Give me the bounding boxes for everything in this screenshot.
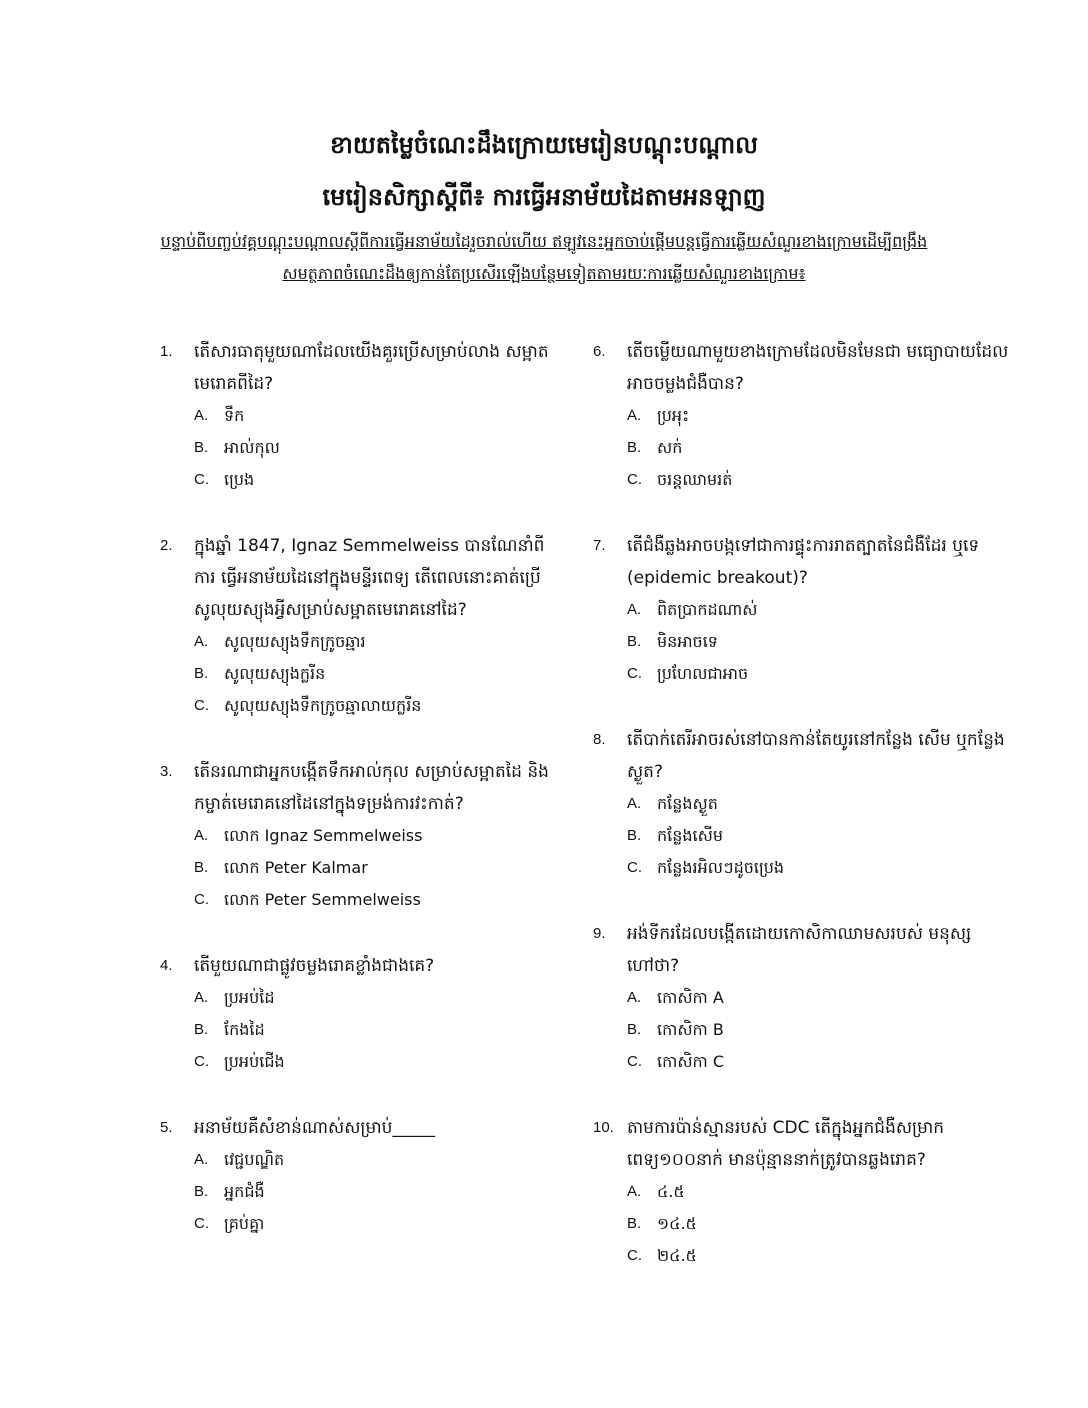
question-7: [593, 530, 1013, 690]
option-letter: A.: [627, 407, 642, 424]
option-letter: C.: [627, 859, 642, 876]
option-letter: B.: [627, 439, 642, 456]
option-letter: B.: [194, 1021, 209, 1038]
option-text: សូលុយស្យុងទឹកក្រូចឆ្មារ: [224, 632, 366, 651]
question-6: [593, 336, 1013, 496]
option-text: ២៤.៥: [657, 1246, 697, 1265]
option-text: កន្លែងសើម: [657, 826, 724, 845]
option-letter: A.: [627, 601, 642, 618]
option-text: ប្រអុះ: [657, 406, 690, 425]
question-text: តើមួយណាជាផ្លូវចម្លងរោគខ្លាំងជាងគេ?: [194, 956, 435, 976]
question-number: 4.: [160, 957, 173, 974]
answer-option-a[interactable]: [627, 400, 1013, 432]
answer-option-b[interactable]: [194, 1014, 560, 1046]
question-number: 6.: [593, 343, 606, 360]
question-text: តើចម្លើយណាមួយខាងក្រោមដែលមិនមែនជា មធ្យោបាយដែលអាចចម្លងជំងឺបាន?: [627, 342, 1009, 394]
question-text: តាមការប៉ាន់ស្មានរបស់ CDC តើក្នុងអ្នកជំងឺសម្រាក ពេទ្យ១០០នាក់ មានប៉ុន្មាននាក់ត្រូវបានឆ្លងរោគ?: [627, 1118, 945, 1170]
answer-option-c[interactable]: [194, 884, 560, 916]
answer-option-a[interactable]: [194, 982, 560, 1014]
option-letter: B.: [194, 1183, 209, 1200]
option-text: ប្រអប់ដៃ: [224, 988, 275, 1007]
answer-option-a[interactable]: [194, 626, 560, 658]
option-letter: C.: [194, 471, 209, 488]
option-text: សូលុយស្យុងក្លរីន: [224, 664, 326, 683]
answer-option-c[interactable]: [194, 1208, 560, 1240]
answer-option-a[interactable]: [627, 1176, 1013, 1208]
option-letter: C.: [627, 665, 642, 682]
option-letter: A.: [194, 1151, 209, 1168]
question-number: 9.: [593, 925, 606, 942]
answer-option-a[interactable]: [627, 788, 1013, 820]
option-text: ប្រេង: [224, 470, 255, 489]
option-text: ពិតប្រាកដណាស់: [657, 600, 758, 619]
option-letter: B.: [194, 439, 209, 456]
answer-option-c[interactable]: [194, 464, 560, 496]
question-text: តើជំងឺឆ្លងអាចបង្កទៅជាការផ្ទុះការរាតត្បាតនៃជំងឺដែរ ឬទេ (epidemic breakout)?: [627, 536, 980, 588]
option-letter: B.: [627, 1021, 642, 1038]
option-text: មិនអាចទេ: [657, 632, 718, 651]
question-2: [160, 530, 560, 722]
answer-option-b[interactable]: [194, 432, 560, 464]
answer-option-a[interactable]: [194, 400, 560, 432]
answer-option-b[interactable]: [627, 432, 1013, 464]
answer-option-a[interactable]: [627, 594, 1013, 626]
option-letter: C.: [194, 1215, 209, 1232]
question-text: អនាម័យគឺសំខាន់ណាស់សម្រាប់_____: [194, 1118, 435, 1138]
option-text: ទឹក: [224, 406, 245, 425]
option-text: កែងដៃ: [224, 1020, 265, 1039]
question-text: តើសារធាតុមួយណាដែលយើងគួរប្រើសម្រាប់លាង សម្អាតមេរោគពីដៃ?: [194, 342, 549, 394]
option-letter: B.: [194, 665, 209, 682]
option-text: ប្រអប់ជើង: [224, 1052, 285, 1071]
answer-option-c[interactable]: [627, 852, 1013, 884]
page-subtitle: មេរៀនសិក្សាស្តីពី៖ ការធ្វើអនាម័យដៃតាមអនឡាញ: [322, 183, 766, 211]
option-letter: B.: [627, 827, 642, 844]
option-text: កន្លែងរអិលៗដូចប្រេង: [657, 858, 785, 877]
right-question-column: [593, 336, 1013, 1272]
page-title: ខាយតម្លៃចំណេះដឹងក្រោយមេរៀនបណ្តុះបណ្តាល: [330, 131, 758, 159]
answer-option-c[interactable]: [194, 1046, 560, 1078]
answer-option-c[interactable]: [627, 658, 1013, 690]
intro-line-1: បន្ទាប់ពីបញ្ចប់វគ្គបណ្តុះបណ្តាលស្តីពីការធ្វើអនាម័យដៃរួចរាល់ហើយ ឥឡូវនេះអ្នកចាប់ផ្តើមបន្តធ្វើការឆ្លើយសំណួរខាងក្រោមដើម្បីពង្រឹង: [160, 232, 928, 251]
answer-option-c[interactable]: [627, 1046, 1013, 1078]
question-10: [593, 1112, 1013, 1272]
option-text: ចរន្តឈាមរត់: [657, 470, 733, 489]
answer-option-b[interactable]: [194, 658, 560, 690]
answer-option-b[interactable]: [627, 820, 1013, 852]
option-text: លោក Peter Semmelweiss: [224, 890, 421, 909]
option-letter: A.: [194, 633, 209, 650]
question-text: ក្នុងឆ្នាំ 1847, Ignaz Semmelweiss បានណែនាំពីការ ធ្វើអនាម័យដៃនៅក្នុងមន្ទីរពេទ្យ តើពេលនោះគាត់ប្រើ សូលុយស្យុងអ្វីសម្រាប់សម្អាតមេរោគនៅដៃ?: [194, 536, 545, 620]
option-text: កោសិកា C: [657, 1052, 725, 1071]
option-letter: A.: [194, 827, 209, 844]
option-text: ប្រហែលជាអាច: [657, 664, 749, 683]
option-text: កោសិកា B: [657, 1020, 724, 1039]
question-number: 2.: [160, 537, 173, 554]
question-number: 1.: [160, 343, 173, 360]
question-text: អង់ទីករដែលបង្កើតដោយកោសិកាឈាមសរបស់ មនុស្សហៅថា?: [627, 924, 972, 976]
intro-line-2: សមត្ថភាពចំណេះដឹងឲ្យកាន់តែប្រសើរឡើងបន្ថែមទៀតតាមរយៈការឆ្លើយសំណួរខាងក្រោម៖: [282, 264, 806, 283]
option-letter: C.: [194, 1053, 209, 1070]
answer-option-a[interactable]: [194, 820, 560, 852]
question-9: [593, 918, 1013, 1078]
option-letter: A.: [194, 989, 209, 1006]
option-letter: B.: [627, 1215, 642, 1232]
option-text: លោក Ignaz Semmelweiss: [224, 826, 423, 845]
option-letter: A.: [194, 407, 209, 424]
answer-option-b[interactable]: [194, 1176, 560, 1208]
answer-option-a[interactable]: [194, 1144, 560, 1176]
option-text: អាល់កុល: [224, 438, 280, 457]
answer-option-b[interactable]: [194, 852, 560, 884]
option-text: កន្លែងស្ងួត: [657, 794, 718, 813]
option-letter: C.: [194, 697, 209, 714]
answer-option-a[interactable]: [627, 982, 1013, 1014]
question-number: 8.: [593, 731, 606, 748]
question-8: [593, 724, 1013, 884]
answer-option-c[interactable]: [194, 690, 560, 722]
option-text: ១៤.៥: [657, 1214, 697, 1233]
left-question-column: [160, 336, 560, 1240]
question-4: [160, 950, 560, 1078]
option-letter: B.: [627, 633, 642, 650]
option-text: វេជ្ជបណ្ឌិត: [224, 1150, 285, 1169]
option-letter: C.: [627, 1247, 642, 1264]
option-text: សូលុយស្យុងទឹកក្រូចឆ្មាលាយក្លរីន: [224, 696, 422, 715]
question-3: [160, 756, 560, 916]
question-number: 10.: [593, 1119, 614, 1136]
option-letter: C.: [194, 891, 209, 908]
option-text: កោសិកា A: [657, 988, 724, 1007]
option-letter: A.: [627, 1183, 642, 1200]
option-letter: C.: [627, 1053, 642, 1070]
question-1: [160, 336, 560, 496]
option-text: អ្នកជំងឺ: [224, 1182, 265, 1201]
question-number: 3.: [160, 763, 173, 780]
option-text: លោក Peter Kalmar: [224, 858, 368, 877]
question-text: តើនរណាជាអ្នកបង្កើតទឹកអាល់កុល សម្រាប់សម្អាតដៃ និងកម្ចាត់មេរោគនៅដៃនៅក្នុងទម្រង់ការវះកាត់?: [194, 762, 549, 814]
question-text: តើបាក់តេរីអាចរស់នៅបានកាន់តែយូរនៅកន្លែង សើម ឬកន្លែង ស្ងួត?: [627, 730, 1005, 782]
answer-option-c[interactable]: [627, 464, 1013, 496]
option-text: សក់: [657, 438, 683, 457]
option-letter: C.: [627, 471, 642, 488]
option-letter: A.: [627, 795, 642, 812]
option-text: គ្រប់គ្នា: [224, 1214, 265, 1233]
answer-option-b[interactable]: [627, 626, 1013, 658]
answer-option-b[interactable]: [627, 1014, 1013, 1046]
answer-option-c[interactable]: [627, 1240, 1013, 1272]
answer-option-b[interactable]: [627, 1208, 1013, 1240]
question-number: 7.: [593, 537, 606, 554]
question-number: 5.: [160, 1119, 173, 1136]
option-letter: B.: [194, 859, 209, 876]
option-letter: A.: [627, 989, 642, 1006]
question-5: [160, 1112, 560, 1240]
option-text: ៤.៥: [657, 1182, 685, 1201]
